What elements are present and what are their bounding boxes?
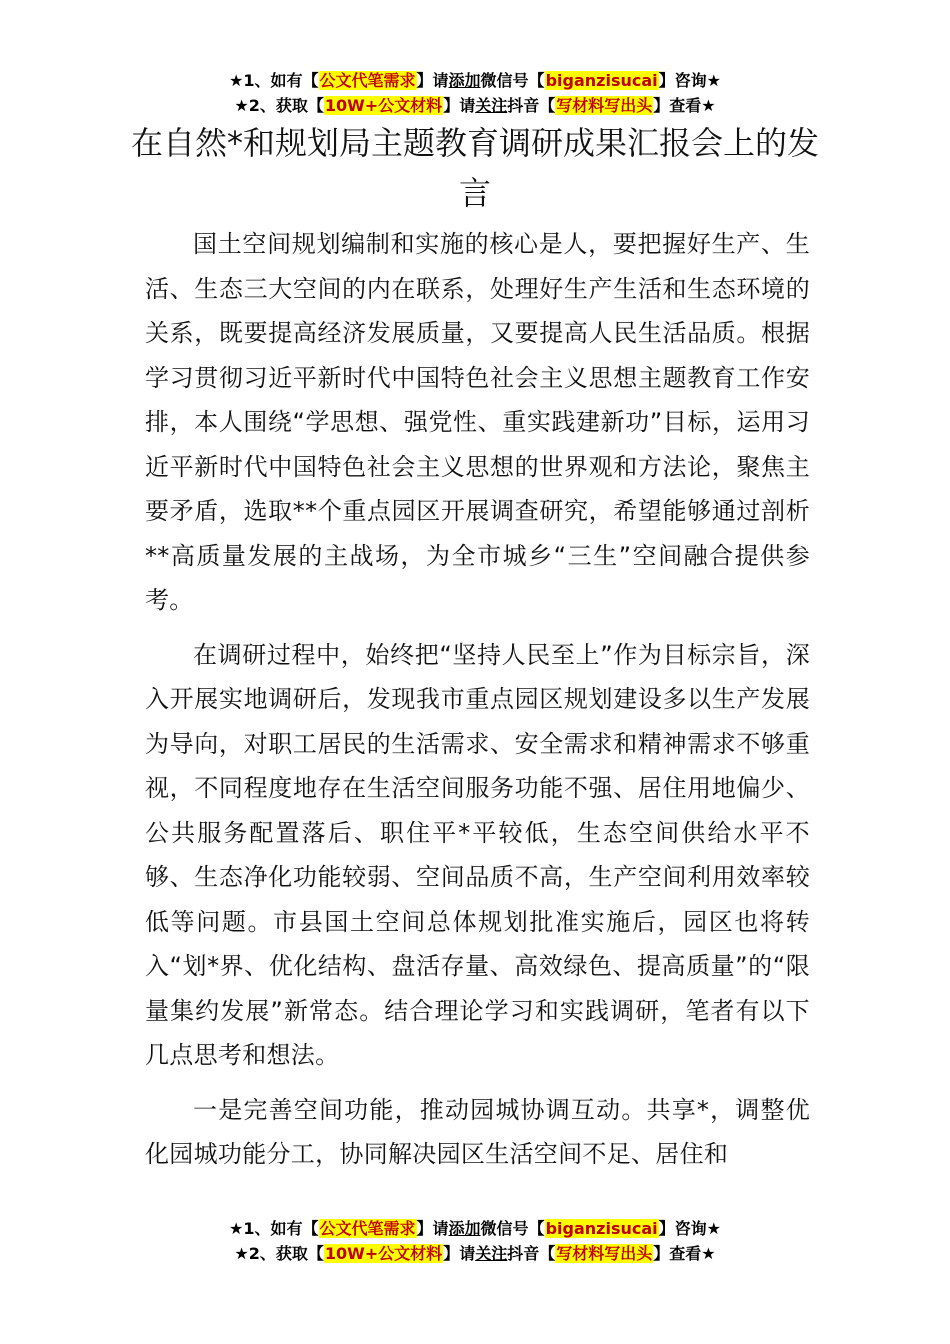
banner-highlight: 公文代笔需求	[319, 71, 416, 90]
banner-line-1: ★1、如有【公文代笔需求】请添加微信号【biganzisucai】咨询★	[229, 71, 721, 90]
banner-highlight: 写材料写出头	[556, 96, 653, 115]
banner-line-2: ★2、获取【10W+公文材料】请关注抖音【写材料写出头】查看★	[234, 1244, 716, 1263]
banner-line-2: ★2、获取【10W+公文材料】请关注抖音【写材料写出头】查看★	[234, 96, 716, 115]
banner-highlight: 10W+公文材料	[324, 1244, 443, 1263]
document-body	[145, 222, 810, 1187]
footer-banner	[0, 1216, 950, 1266]
document-title: 在自然*和规划局主题教育调研成果汇报会上的发言	[130, 124, 819, 212]
header-banner	[0, 68, 950, 118]
banner-highlight: 10W+公文材料	[324, 96, 443, 115]
banner-line-1: ★1、如有【公文代笔需求】请添加微信号【biganzisucai】咨询★	[229, 1219, 721, 1238]
paragraph: 在调研过程中，始终把“坚持人民至上”作为目标宗旨，深入开展实地调研后，发现我市重点园区规划建设多以生产发展为导向，对职工居民的生活需求、安全需求和精神需求不够重视，不同程度地存在生活空间服务功能不强、居住用地偏少、公共服务配置落后、职住平*平较低，生态空间供给水平不够、生态净化功能较弱、空间品质不高，生产空间利用效率较低等问题。市县国土空间总体规划批准实施后，园区也将转入“划*界、优化结构、盘活存量、高效绿色、提高质量”的“限量集约发展”新常态。结合理论学习和实践调研，笔者有以下几点思考和想法。	[145, 640, 810, 1069]
banner-highlight: biganzisucai	[545, 1219, 658, 1238]
banner-highlight: biganzisucai	[545, 71, 658, 90]
paragraph: 国土空间规划编制和实施的核心是人，要把握好生产、生活、生态三大空间的内在联系，处理好生产生活和生态环境的关系，既要提高经济发展质量，又要提高人民生活品质。根据学习贯彻习近平新时代中国特色社会主义思想主题教育工作安排，本人围绕“学思想、强党性、重实践建新功”目标，运用习近平新时代中国特色社会主义思想的世界观和方法论，聚焦主要矛盾，选取**个重点园区开展调查研究，希望能够通过剖析**高质量发展的主战场，为全市城乡“三生”空间融合提供参考。	[145, 230, 810, 614]
banner-highlight: 公文代笔需求	[319, 1219, 416, 1238]
paragraph: 一是完善空间功能，推动园城协调互动。共享*，调整优化园城功能分工，协同解决园区生活空间不足、居住和	[145, 1095, 810, 1168]
banner-highlight: 写材料写出头	[556, 1244, 653, 1263]
